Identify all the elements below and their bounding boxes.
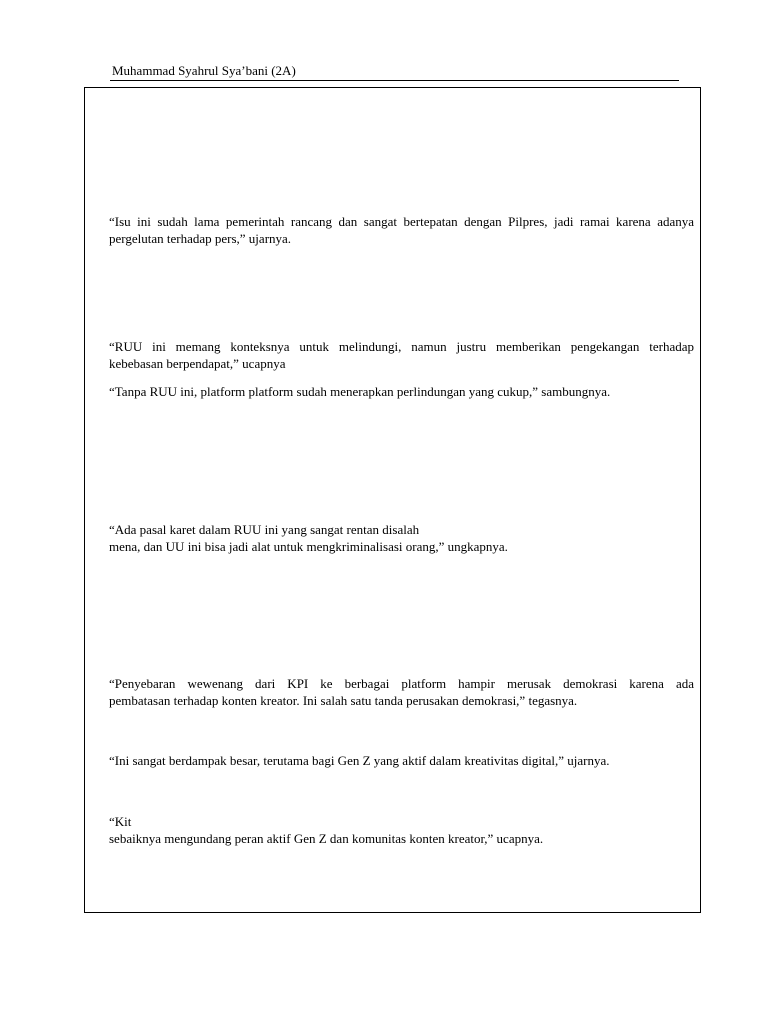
quote-5-line-1: “Penyebaran wewenang dari KPI ke berbagai platform hampir merusak demokrasi karena ada: [109, 676, 694, 691]
quote-2-line-1: “RUU ini memang konteksnya untuk melindungi, namun justru memberikan pengekangan terhadap: [109, 339, 694, 354]
quote-3-line-1: “Tanpa RUU ini, platform platform sudah menerapkan perlindungan yang cukup,” sambungnya.: [109, 384, 611, 399]
quote-paragraph-3: [109, 383, 694, 400]
header-rule: [110, 80, 679, 81]
quote-1-line-1: “Isu ini sudah lama pemerintah rancang dan sangat bertepatan dengan Pilpres, jadi ramai karena adanya: [109, 214, 694, 229]
quote-6-line-1: “Ini sangat berdampak besar, terutama bagi Gen Z yang aktif dalam kreativitas digital,” ujarnya.: [109, 753, 610, 768]
quote-paragraph-7: [109, 813, 694, 847]
quote-paragraph-1: [109, 213, 694, 247]
quote-1-line-2: pergelutan terhadap pers,” ujarnya.: [109, 231, 292, 246]
quote-paragraph-2: [109, 338, 694, 372]
content-frame: [84, 87, 701, 913]
quote-paragraph-6: [109, 752, 694, 769]
quote-paragraph-4: [109, 521, 694, 555]
quote-4-line-1: “Ada pasal karet dalam RUU ini yang sangat rentan disalah: [109, 522, 420, 537]
quote-7-line-1: “Kit: [109, 814, 132, 829]
author-header: Muhammad Syahrul Sya’bani (2A): [112, 63, 296, 78]
quote-4-line-2: mena, dan UU ini bisa jadi alat untuk mengkriminalisasi orang,” ungkapnya.: [109, 539, 508, 554]
quote-5-line-2: pembatasan terhadap konten kreator. Ini salah satu tanda perusakan demokrasi,” tegasnya.: [109, 693, 578, 708]
quote-paragraph-5: [109, 675, 694, 709]
quote-2-line-2: kebebasan berpendapat,” ucapnya: [109, 356, 286, 371]
quote-7-line-2: sebaiknya mengundang peran aktif Gen Z dan komunitas konten kreator,” ucapnya.: [109, 831, 544, 846]
